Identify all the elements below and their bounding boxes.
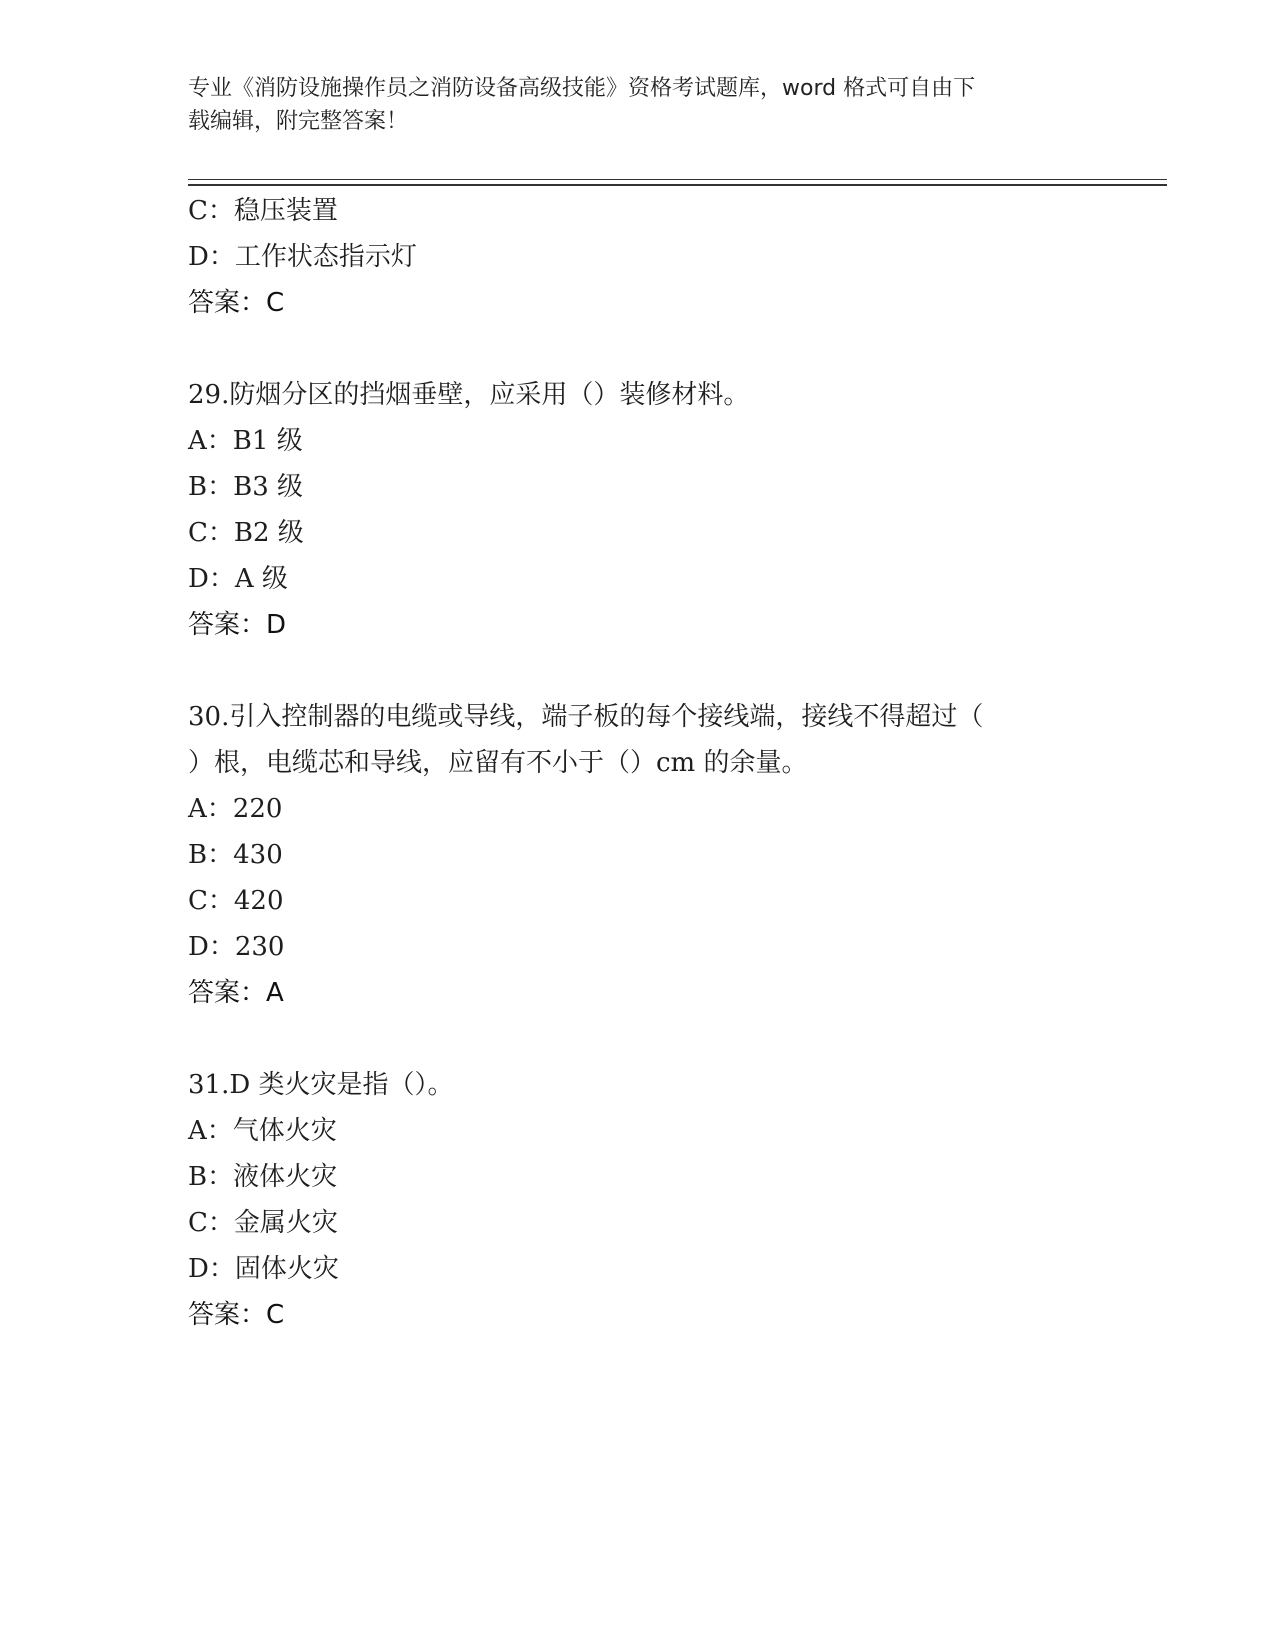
question-31: [188, 1062, 1088, 1338]
document-header: [188, 72, 1088, 138]
answer-line: 答案：C: [188, 1300, 285, 1330]
spacer: [188, 326, 1088, 372]
question-text-line-1: 30.引入控制器的电缆或导线，端子板的每个接线端，接线不得超过（: [188, 702, 984, 732]
option-c: C：B2 级: [188, 518, 304, 548]
header-divider-thin: [188, 179, 1167, 180]
option-a: A：220: [188, 794, 283, 824]
option-b: B：液体火灾: [188, 1162, 338, 1192]
header-line-2: 载编辑，附完整答案！: [188, 109, 409, 134]
option-b: B：430: [188, 840, 283, 870]
question-text-line-2: ）根，电缆芯和导线，应留有不小于（）cm 的余量。: [188, 748, 808, 778]
option-d: D：工作状态指示灯: [188, 242, 417, 272]
header-line-1: 专业《消防设施操作员之消防设备高级技能》资格考试题库，word 格式可自由下: [188, 76, 976, 101]
answer-line: 答案：C: [188, 288, 285, 318]
answer-line: 答案：A: [188, 978, 284, 1008]
question-30: [188, 694, 1088, 1016]
option-b: B：B3 级: [188, 472, 304, 502]
spacer: [188, 1016, 1088, 1062]
header-divider-thick: [188, 184, 1167, 186]
question-29: [188, 372, 1088, 648]
answer-line: 答案：D: [188, 610, 287, 640]
spacer: [188, 648, 1088, 694]
option-a: A：B1 级: [188, 426, 303, 456]
option-c: C：金属火灾: [188, 1208, 338, 1238]
question-text: 29.防烟分区的挡烟垂壁，应采用（）装修材料。: [188, 380, 750, 410]
option-c: C：420: [188, 886, 284, 916]
question-text: 31.D 类火灾是指（）。: [188, 1070, 454, 1100]
question-list: [188, 188, 1088, 1338]
question-28-tail: [188, 188, 1088, 326]
option-a: A：气体火灾: [188, 1116, 337, 1146]
option-d: D：230: [188, 932, 285, 962]
option-c: C：稳压装置: [188, 196, 338, 226]
option-d: D：A 级: [188, 564, 288, 594]
option-d: D：固体火灾: [188, 1254, 339, 1284]
